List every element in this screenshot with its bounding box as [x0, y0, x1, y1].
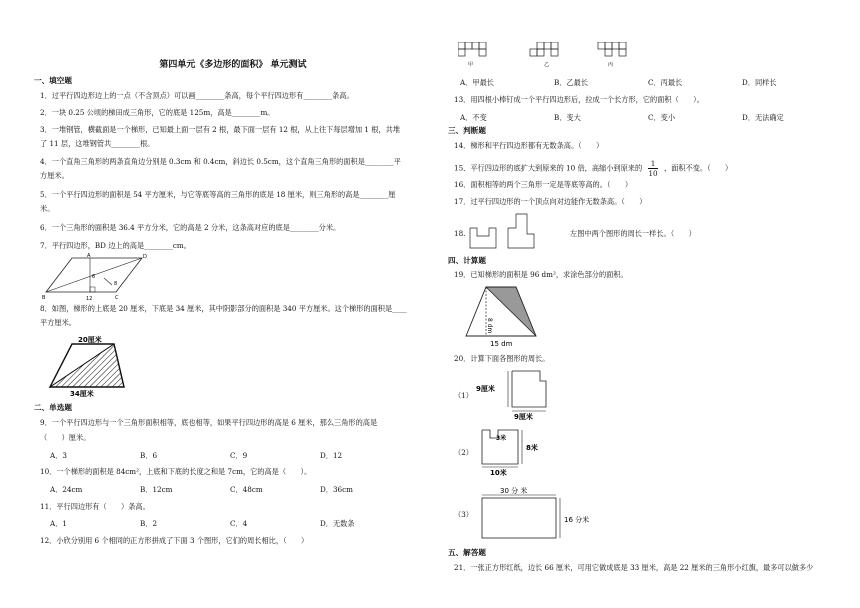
question-18-number: 18.: [454, 229, 466, 238]
q12-option-a[interactable]: A．甲最长: [460, 78, 494, 87]
q20-part-3-label: （3）: [454, 510, 473, 519]
q20-3-height-label: 16 分米: [564, 516, 590, 524]
question-4-line2: 方厘米。: [40, 171, 69, 180]
question-17: 17．过平行四边形的一个顶点向对边能作无数条高。（ ）: [454, 197, 647, 206]
question-7: 7．平行四边形，BD 边上的高是________cm。: [40, 241, 191, 250]
q15-fraction-denominator: 10: [648, 169, 658, 178]
question-4-line1: 4．一个直角三角形的两条直角边分别是 0.3cm 和 0.4cm，斜边长 0.5cm，这个直角三角形的面积是________平: [40, 157, 401, 166]
question-15: [454, 159, 732, 178]
q11-option-a[interactable]: A．1: [50, 519, 67, 528]
q12-figure-yi: [530, 42, 558, 56]
section-true-false: 三、判断题: [448, 126, 486, 135]
q8-top-label: 20厘米: [78, 336, 102, 344]
q20-part-1-figure: [474, 367, 564, 423]
q20-3-width-label: 30 分 米: [500, 487, 528, 495]
q10-option-b[interactable]: B．12cm: [140, 485, 173, 494]
q20-1-width-label: 9厘米: [514, 413, 533, 421]
q9-option-a[interactable]: A．3: [50, 451, 67, 460]
question-8-line2: 平方厘米。: [40, 318, 76, 327]
question-13-options: [460, 113, 836, 123]
q20-2-height-label: 8米: [526, 444, 538, 452]
section-calculation: 四、计算题: [448, 256, 486, 265]
q15-text-a: 15．平行四边形的底扩大到原来的 10 倍，高缩小到原来的: [454, 163, 643, 173]
q7-label-12: 12: [86, 296, 93, 302]
question-18: 左图中两个图形的周长一样长。（ ）: [570, 229, 696, 238]
q10-option-a[interactable]: A．24cm: [50, 485, 83, 494]
section-single-choice: 二、单选题: [34, 403, 72, 412]
q10-option-d[interactable]: D．36cm: [320, 485, 353, 494]
q12-label-bing: 丙: [608, 62, 614, 68]
question-3-line1: 3．一堆钢管，横截面是一个梯形，已知最上面一层有 2 根，最下面一层有 12 根，从上往下每层增加 1 根，共堆: [40, 125, 401, 134]
question-20: 20．计算下面各图形的周长。: [454, 354, 550, 363]
question-11-options: [50, 519, 410, 529]
q13-option-a[interactable]: A．不变: [460, 113, 487, 122]
q11-option-c[interactable]: C．4: [230, 519, 248, 528]
question-11: 11．平行四边形有（ ）条高。: [40, 502, 150, 511]
q8-trapezoid-figure: [46, 334, 136, 398]
q7-label-c: C: [115, 295, 119, 301]
q12-option-b[interactable]: B．乙最长: [554, 78, 589, 87]
q13-option-c[interactable]: C．变小: [648, 113, 676, 122]
q7-label-8: 8: [114, 281, 118, 287]
section-word-problems: 五、解答题: [448, 548, 486, 557]
q9-option-c[interactable]: C．9: [230, 451, 248, 460]
question-16: 16．面积相等的两个三角形一定是等底等高的。（ ）: [454, 180, 633, 189]
question-5-line1: 5．一个平行四边形的面积是 54 平方厘米，与它等底等高的三角形的底是 18 厘米，则三角形的高是________厘: [40, 190, 396, 199]
q15-fraction-numerator: 1: [648, 159, 657, 169]
question-19: 19．已知梯形的面积是 96 dm²，求涂色部分的面积。: [454, 270, 628, 279]
question-13: 13．用四根小棒钉成一个平行四边形后，拉成一个长方形，它的面积（ ）。: [454, 95, 704, 104]
q7-parallelogram-figure: [42, 252, 152, 302]
question-9-line2: （ ）厘米。: [40, 433, 91, 442]
q13-option-b[interactable]: B．变大: [554, 113, 581, 122]
q13-option-d[interactable]: D．无法确定: [742, 113, 784, 122]
q7-label-a: A: [87, 253, 91, 259]
q12-square-figures: [458, 42, 658, 72]
question-8-line1: 8．如图，梯形的上底是 20 厘米，下底是 34 厘米，其中阴影部分的面积是 340 平方厘米。这个梯形的面积是____: [40, 304, 407, 313]
q20-2-width-label: 10米: [490, 469, 507, 476]
question-12-options: [460, 78, 836, 88]
q12-option-d[interactable]: D．同样长: [742, 78, 777, 87]
q20-part-2-label: （2）: [454, 448, 473, 457]
q19-height-label: 8 dm: [486, 318, 493, 334]
q19-base-label: 15 dm: [490, 340, 513, 348]
question-3-line2: 了 11 层，这堆钢管共________根。: [40, 139, 155, 148]
question-21: 21．一张正方形红纸，边长 66 厘米，可用它做成底是 33 厘米，高是 22 厘米的三角形小红旗，最多可以做多少: [454, 563, 814, 572]
question-9-line1: 9．一个平行四边形与一个三角形面积相等，底也相等，如果平行四边形的高是 6 厘米，那么三角形的高是: [40, 418, 378, 427]
q20-part-2-figure: [478, 426, 568, 476]
q20-part-3-figure: [478, 484, 608, 544]
q12-option-c[interactable]: C．丙最长: [648, 78, 683, 87]
q20-2-small-label: 3米: [496, 435, 507, 442]
q18-figure-left: [470, 228, 496, 248]
question-1: 1．过平行四边形边上的一点（不含顶点）可以画________条高，每个平行四边形有________条高。: [40, 91, 354, 100]
q12-label-yi: 乙: [544, 62, 550, 68]
question-6: 6．一个三角形的面积是 36.4 平方分米，它的高是 2 分米，这条高对应的底是________分米。: [40, 223, 341, 232]
q11-option-d[interactable]: D．无数条: [320, 519, 355, 528]
q12-label-jia: 甲: [468, 62, 474, 68]
q15-text-b: ，面积不变。（ ）: [663, 163, 733, 173]
q15-fraction: [648, 159, 657, 178]
question-2: 2．一块 0.25 公顷的梯田成三角形，它的底是 125m，高是________m。: [40, 108, 275, 117]
q7-label-b: B: [42, 295, 46, 301]
question-10-options: [50, 485, 410, 495]
q9-option-d[interactable]: D．12: [320, 451, 343, 460]
q18-figure-right: [508, 214, 534, 248]
q8-bottom-label: 34厘米: [70, 390, 94, 398]
question-14: 14．梯形和平行四边形都有无数条高。（ ）: [454, 141, 604, 150]
question-5-line2: 米。: [40, 204, 55, 213]
section-fill-blank: 一、填空题: [34, 76, 72, 85]
q11-option-b[interactable]: B．2: [140, 519, 158, 528]
q12-figure-jia: [458, 42, 486, 56]
q7-label-d: D: [143, 254, 147, 260]
q20-part-1-label: （1）: [454, 391, 473, 400]
q18-figures: [468, 212, 548, 252]
question-10: 10．一个梯形的面积是 84cm²，上底和下底的长度之和是 7cm，它的高是（ ）。: [40, 467, 312, 476]
question-12: 12．小欣分别用 6 个相同的正方形拼成了下面 3 个图形，它们的周长相比，（ ）: [40, 536, 309, 545]
q12-figure-bing: [598, 42, 626, 56]
q19-trapezoid-figure: [462, 282, 548, 352]
q10-option-c[interactable]: C．48cm: [230, 485, 263, 494]
page-title: 第四单元《多边形的面积》 单元测试: [159, 60, 307, 70]
q7-label-6: 6: [92, 274, 96, 280]
q20-1-height-label: 9厘米: [476, 385, 495, 393]
q9-option-b[interactable]: B．6: [140, 451, 158, 460]
question-9-options: [50, 451, 410, 461]
